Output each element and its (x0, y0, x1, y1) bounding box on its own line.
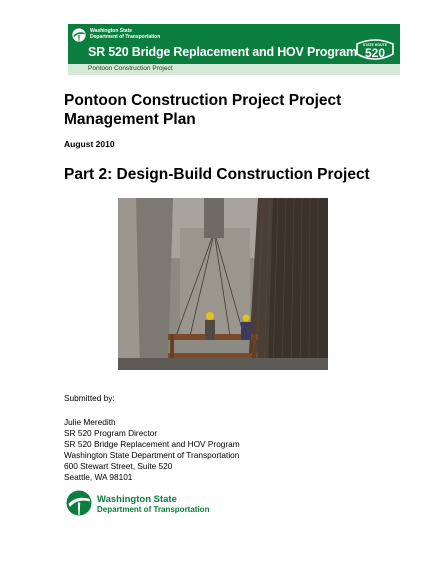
submitter-name: Julie Meredith (64, 417, 116, 427)
submitter-street: 600 Stewart Street, Suite 520 (64, 461, 173, 471)
shield-number: 520 (364, 46, 386, 60)
submitter-title: SR 520 Program Director (64, 428, 158, 438)
footer-agency-line2: Department of Transportation (97, 505, 210, 514)
document-date: August 2010 (64, 139, 115, 149)
submitter-agency: Washington State Department of Transportation (64, 450, 240, 460)
submitter-city: Seattle, WA 98101 (64, 472, 133, 482)
document-title: Pontoon Construction Project Project Management Plan (64, 92, 342, 128)
submitter-address-block (64, 417, 240, 483)
shield-top-text: STATE ROUTE (362, 43, 388, 47)
footer-agency-name (97, 495, 209, 515)
banner-program-title: SR 520 Bridge Replacement and HOV Program (88, 45, 357, 59)
construction-photo (118, 198, 328, 370)
banner-agency-line1: Washington State (90, 28, 133, 34)
wsdot-logo-icon (72, 28, 86, 42)
submitted-by-label: Submitted by: (64, 393, 115, 403)
banner-agency-name (90, 28, 160, 40)
banner-agency-line2: Department of Transportation (90, 34, 161, 40)
submitter-program: SR 520 Bridge Replacement and HOV Program (64, 439, 240, 449)
banner-subtitle: Pontoon Construction Project (88, 65, 173, 72)
header-banner (68, 24, 400, 75)
document-part-heading: Part 2: Design-Build Construction Project (64, 166, 370, 183)
footer-agency-line1: Washington State (97, 494, 177, 505)
wsdot-footer-logo-icon (66, 490, 92, 516)
route-520-shield-icon (354, 38, 396, 62)
